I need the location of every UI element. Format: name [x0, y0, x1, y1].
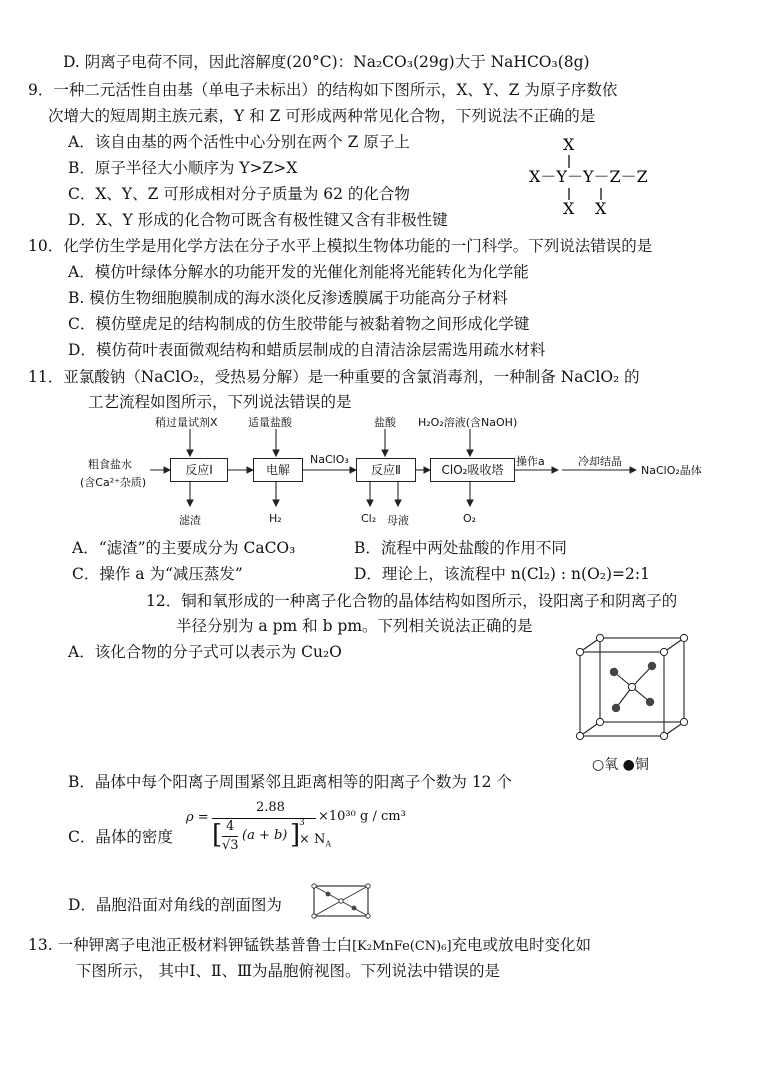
q12-crystal-cell — [568, 632, 698, 752]
q9-structure-diagram — [525, 128, 685, 220]
struct-x-bottom-1: X — [563, 199, 575, 218]
flow-product: NaClO₂晶体 — [641, 464, 702, 477]
flow-reagent-x: 稍过量试剂X — [155, 416, 218, 429]
q12-option-a: A．该化合物的分子式可以表示为 Cu₂O — [68, 643, 342, 661]
q13-stem-line2: 下图所示， 其中Ⅰ、Ⅱ、Ⅲ为晶胞俯视图。下列说法中错误的是 — [76, 962, 501, 980]
q9-option-d: D．X、Y 形成的化合物可既含有极性键又含有非极性键 — [68, 211, 448, 229]
q10-option-a: A．模仿叶绿体分解水的功能开发的光催化剂能将光能转化为化学能 — [68, 263, 529, 281]
flow-h2: H₂ — [269, 512, 282, 525]
formula-factor: ×10³⁰ g / cm³ — [318, 809, 406, 824]
struct-row: X－Y－Y－Z－Z — [529, 167, 648, 186]
flow-cl2: Cl₂ — [361, 512, 377, 525]
q12-density-formula: ρ = 2.88 ×10³⁰ g / cm³ [ 4 √3 (a + b) ] 3 × $N_A$ — [186, 800, 406, 853]
q11-option-d: D．理论上，该流程中 n(Cl₂) : n(O₂)=2:1 — [354, 565, 650, 583]
q12-stem-line2: 半径分别为 a pm 和 b pm。下列相关说法正确的是 — [176, 617, 533, 635]
q9-stem-line2: 次增大的短周期主族元素，Y 和 Z 可形成两种常见化合物，下列说法不正确的是 — [48, 107, 596, 125]
q11-option-b: B．流程中两处盐酸的作用不同 — [354, 539, 567, 557]
q10-option-c: C．模仿壁虎足的结构制成的仿生胶带能与被黏着物之间形成化学键 — [68, 315, 530, 333]
q9-option-b: B．原子半径大小顺序为 Y>Z>X — [68, 159, 298, 177]
denom-na: × $N_A$ — [299, 832, 332, 849]
formula-numerator: 2.88 — [256, 800, 285, 815]
q11-option-a: A．“滤渣”的主要成分为 CaCO₃ — [72, 539, 296, 557]
flow-residue: 滤渣 — [179, 514, 201, 527]
q12-legend — [592, 754, 649, 774]
denom-four: 4 — [226, 819, 235, 834]
q13-stem-line1 — [28, 933, 591, 955]
flow-cooling: 冷却结晶 — [578, 455, 622, 468]
flow-box-reaction-2: 反应Ⅱ — [356, 458, 416, 482]
struct-x-bottom-2: X — [595, 199, 607, 218]
flow-box-absorber: ClO₂吸收塔 — [430, 458, 515, 482]
q10-option-b: B. 模仿生物细胞膜制成的海水淡化反渗透膜属于功能高分子材料 — [68, 289, 508, 307]
q12-option-b: B．晶体中每个阳离子周围紧邻且距离相等的阳离子个数为 12 个 — [68, 773, 512, 791]
rho-symbol: ρ = — [186, 810, 209, 825]
flow-hcl-2: 盐酸 — [374, 416, 396, 429]
flow-o2: O₂ — [463, 512, 477, 525]
q9-option-a: A．该自由基的两个活性中心分别在两个 Z 原子上 — [68, 133, 410, 151]
q12-option-c-prefix: C．晶体的密度 — [68, 828, 173, 846]
q9-option-c: C．X、Y、Z 可形成相对分子质量为 62 的化合物 — [68, 185, 410, 203]
q11-option-c: C．操作 a 为“减压蒸发” — [72, 565, 243, 583]
flow-box-reaction-1: 反应Ⅰ — [170, 458, 228, 482]
q9-stem-line1: 9．一种二元活性自由基（单电子未标出）的结构如下图所示，X、Y、Z 为原子序数依 — [28, 81, 618, 99]
flow-hcl-1: 适量盐酸 — [248, 416, 292, 429]
q13-formula: [K₂MnFe(CN)₆] — [352, 939, 452, 954]
q10-option-d: D．模仿荷叶表面微观结构和蜡质层制成的自清洁涂层需选用疏水材料 — [68, 341, 546, 359]
flow-naclo3: NaClO₃ — [310, 453, 349, 466]
q11-stem-line2: 工艺流程如图所示，下列说法错误的是 — [88, 393, 352, 411]
flow-input-impurity: (含Ca²⁺杂质) — [80, 476, 147, 489]
denom-cube: 3 — [299, 818, 305, 828]
q11-stem-line1: 11．亚氯酸钠（NaClO₂，受热易分解）是一种重要的含氯消毒剂，一种制备 NaClO₂ 的 — [28, 368, 640, 386]
q12-stem-line1: 12．铜和氧形成的一种离子化合物的晶体结构如图所示，设阳离子和阴离子的 — [146, 592, 678, 610]
denom-ab: (a + b) — [242, 828, 288, 843]
flow-h2o2: H₂O₂溶液(含NaOH) — [418, 416, 518, 429]
flow-operation-a: 操作a — [516, 455, 545, 468]
legend-oxygen: ○氧 — [592, 757, 619, 773]
flow-input-brine: 粗食盐水 — [88, 458, 132, 471]
q12-option-d-cross-section — [311, 882, 371, 920]
flow-box-electrolysis: 电解 — [253, 458, 303, 482]
q13-stem-part2: 充电或放电时变化如 — [451, 936, 592, 954]
denom-sqrt3: √3 — [222, 838, 239, 853]
struct-x-top: X — [563, 135, 575, 154]
flow-mother-liquor: 母液 — [387, 514, 409, 527]
q10-stem: 10．化学仿生学是用化学方法在分子水平上模拟生物体功能的一门科学。下列说法错误的是 — [28, 237, 653, 255]
q13-stem-part1: 13. 一种钾离子电池正极材料钾锰铁基普鲁士白 — [28, 936, 353, 954]
legend-copper: ●铜 — [622, 757, 649, 773]
q12-option-d: D．晶胞沿面对角线的剖面图为 — [68, 896, 282, 914]
q11-flowchart — [80, 412, 720, 532]
q8-option-d: D. 阴离子电荷不同，因此溶解度(20°C)：Na₂CO₃(29g)大于 NaHCO₃(8g) — [63, 53, 590, 71]
